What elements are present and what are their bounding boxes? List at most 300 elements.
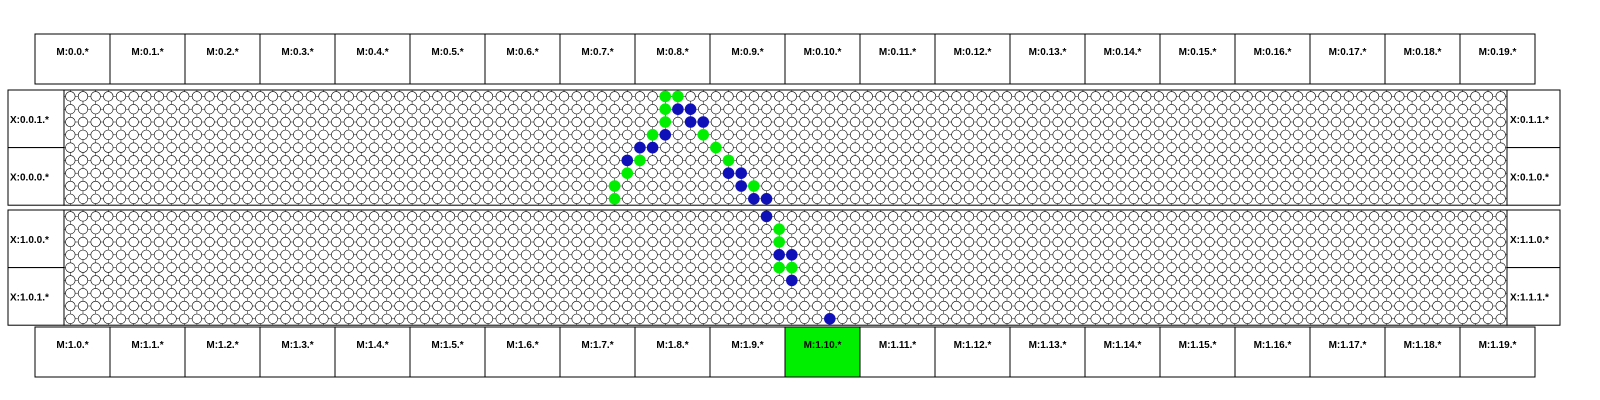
node <box>660 314 670 324</box>
active-node-green[interactable] <box>621 167 633 179</box>
node <box>939 130 949 140</box>
node <box>1015 104 1025 114</box>
top-module-cell[interactable] <box>485 34 560 84</box>
node <box>116 314 126 324</box>
node <box>66 92 76 102</box>
node <box>1116 181 1126 191</box>
bottom-module-cell[interactable] <box>410 327 485 377</box>
top-module-cell[interactable] <box>410 34 485 84</box>
node <box>1255 237 1265 247</box>
node <box>724 301 734 311</box>
node <box>863 181 873 191</box>
active-node-blue[interactable] <box>659 129 671 141</box>
node <box>1407 194 1417 204</box>
node <box>1154 212 1164 222</box>
node <box>914 104 924 114</box>
node <box>1002 314 1012 324</box>
active-node-blue[interactable] <box>685 116 697 128</box>
node <box>559 143 569 153</box>
node <box>850 276 860 286</box>
node <box>812 288 822 298</box>
top-module-cell[interactable] <box>1310 34 1385 84</box>
node <box>1167 92 1177 102</box>
active-node-green[interactable] <box>773 236 785 248</box>
bottom-module-cell[interactable] <box>560 327 635 377</box>
node <box>293 143 303 153</box>
node <box>1217 301 1227 311</box>
top-module-cell[interactable] <box>785 34 860 84</box>
node <box>749 250 759 260</box>
node <box>1116 194 1126 204</box>
node <box>1344 263 1354 273</box>
node <box>939 288 949 298</box>
node <box>1382 263 1392 273</box>
active-node-blue[interactable] <box>697 116 709 128</box>
node <box>736 130 746 140</box>
node <box>1103 224 1113 234</box>
node <box>1268 301 1278 311</box>
node <box>1319 314 1329 324</box>
node <box>1179 130 1189 140</box>
node <box>1471 194 1481 204</box>
node <box>1369 117 1379 127</box>
node <box>787 224 797 234</box>
node <box>1433 117 1443 127</box>
node <box>1217 237 1227 247</box>
node <box>205 156 215 166</box>
node <box>977 130 987 140</box>
node <box>1040 263 1050 273</box>
top-module-cell[interactable] <box>1385 34 1460 84</box>
node <box>1129 288 1139 298</box>
node <box>1230 237 1240 247</box>
node <box>66 143 76 153</box>
bottom-module-cell[interactable] <box>1310 327 1385 377</box>
node <box>369 212 379 222</box>
node <box>787 143 797 153</box>
node <box>952 263 962 273</box>
node <box>1319 168 1329 178</box>
node <box>990 276 1000 286</box>
node <box>876 288 886 298</box>
node <box>977 212 987 222</box>
node <box>357 194 367 204</box>
active-node-green[interactable] <box>647 129 659 141</box>
node <box>420 314 430 324</box>
node <box>91 181 101 191</box>
active-node-blue[interactable] <box>647 142 659 154</box>
node <box>585 194 595 204</box>
node <box>154 224 164 234</box>
node <box>369 117 379 127</box>
node <box>471 237 481 247</box>
top-module-cell[interactable] <box>1160 34 1235 84</box>
active-node-blue[interactable] <box>824 313 836 325</box>
node <box>1420 168 1430 178</box>
node <box>1483 212 1493 222</box>
right-side-label: X:1.1.0.* <box>1510 234 1549 246</box>
node <box>116 237 126 247</box>
node <box>420 117 430 127</box>
bottom-module-cell[interactable] <box>1460 327 1535 377</box>
node <box>1433 104 1443 114</box>
node <box>724 117 734 127</box>
bottom-module-cell[interactable] <box>260 327 335 377</box>
node <box>1458 168 1468 178</box>
node <box>711 237 721 247</box>
node <box>458 314 468 324</box>
node <box>167 104 177 114</box>
node <box>433 237 443 247</box>
top-module-cell[interactable] <box>1085 34 1160 84</box>
node <box>281 301 291 311</box>
node <box>1420 237 1430 247</box>
node <box>192 181 202 191</box>
node <box>1192 314 1202 324</box>
node <box>673 276 683 286</box>
node <box>1331 181 1341 191</box>
active-node-green[interactable] <box>697 129 709 141</box>
node <box>293 314 303 324</box>
top-module-cell[interactable] <box>935 34 1010 84</box>
node <box>1357 301 1367 311</box>
node <box>154 263 164 273</box>
top-module-cell[interactable] <box>635 34 710 84</box>
node <box>1433 168 1443 178</box>
top-module-cell[interactable] <box>1460 34 1535 84</box>
node <box>1078 224 1088 234</box>
node <box>420 237 430 247</box>
top-module-cell[interactable] <box>860 34 935 84</box>
node <box>243 181 253 191</box>
bottom-module-cell[interactable] <box>1235 327 1310 377</box>
node <box>1293 263 1303 273</box>
node <box>876 212 886 222</box>
node <box>357 276 367 286</box>
node <box>1091 117 1101 127</box>
left-side-label: X:0.0.0.* <box>10 172 49 184</box>
node <box>66 263 76 273</box>
node <box>622 194 632 204</box>
node <box>1154 276 1164 286</box>
node <box>1319 276 1329 286</box>
node <box>141 250 151 260</box>
node <box>838 237 848 247</box>
node <box>711 224 721 234</box>
active-node-blue[interactable] <box>761 211 773 223</box>
left-side-cell <box>8 268 64 326</box>
node <box>1344 301 1354 311</box>
active-node-blue[interactable] <box>634 142 646 154</box>
bottom-module-cell[interactable] <box>1160 327 1235 377</box>
node <box>471 288 481 298</box>
active-node-blue[interactable] <box>735 167 747 179</box>
node <box>572 156 582 166</box>
top-module-label: M:0.4.* <box>356 47 389 58</box>
node <box>1458 143 1468 153</box>
active-node-green[interactable] <box>773 262 785 274</box>
top-module-cell[interactable] <box>1235 34 1310 84</box>
node <box>673 263 683 273</box>
node <box>1281 288 1291 298</box>
node <box>509 237 519 247</box>
node <box>306 156 316 166</box>
active-node-green[interactable] <box>710 142 722 154</box>
active-node-blue[interactable] <box>735 180 747 192</box>
bottom-module-cell[interactable] <box>485 327 560 377</box>
node <box>686 276 696 286</box>
node <box>952 156 962 166</box>
active-node-green[interactable] <box>609 193 621 205</box>
node <box>1281 156 1291 166</box>
active-node-blue[interactable] <box>786 249 798 261</box>
node <box>698 212 708 222</box>
node <box>281 288 291 298</box>
active-node-blue[interactable] <box>761 193 773 205</box>
node <box>926 301 936 311</box>
node <box>964 212 974 222</box>
node <box>420 250 430 260</box>
node <box>648 250 658 260</box>
active-node-blue[interactable] <box>685 103 697 115</box>
node <box>698 263 708 273</box>
node <box>141 263 151 273</box>
node <box>243 143 253 153</box>
top-module-label: M:0.16.* <box>1253 47 1292 58</box>
top-module-cell[interactable] <box>1010 34 1085 84</box>
node <box>230 301 240 311</box>
node <box>433 130 443 140</box>
top-module-cell[interactable] <box>185 34 260 84</box>
node <box>762 263 772 273</box>
node <box>1471 224 1481 234</box>
bottom-module-cell[interactable] <box>110 327 185 377</box>
top-module-label: M:0.19.* <box>1478 47 1517 58</box>
node <box>926 104 936 114</box>
node <box>1420 263 1430 273</box>
top-module-cell[interactable] <box>335 34 410 84</box>
node <box>838 143 848 153</box>
node-grid-bands <box>64 90 1507 325</box>
active-node-blue[interactable] <box>723 167 735 179</box>
node <box>1395 263 1405 273</box>
active-node-green[interactable] <box>723 155 735 167</box>
node <box>1154 130 1164 140</box>
top-module-cell[interactable] <box>35 34 110 84</box>
node <box>471 276 481 286</box>
node <box>179 288 189 298</box>
node <box>724 250 734 260</box>
node <box>787 212 797 222</box>
node <box>1433 212 1443 222</box>
active-node-green[interactable] <box>609 180 621 192</box>
node <box>1192 104 1202 114</box>
node <box>1407 237 1417 247</box>
node <box>230 143 240 153</box>
node <box>1281 224 1291 234</box>
bottom-module-cell[interactable] <box>35 327 110 377</box>
node <box>1141 181 1151 191</box>
node <box>1141 156 1151 166</box>
bottom-module-cell[interactable] <box>335 327 410 377</box>
node <box>610 117 620 127</box>
bottom-module-cell[interactable] <box>1085 327 1160 377</box>
active-node-blue[interactable] <box>773 249 785 261</box>
top-module-label: M:0.2.* <box>206 47 239 58</box>
node <box>78 288 88 298</box>
node <box>1028 104 1038 114</box>
node <box>964 181 974 191</box>
active-node-green[interactable] <box>659 91 671 103</box>
node <box>433 314 443 324</box>
top-module-cell[interactable] <box>560 34 635 84</box>
node <box>1066 288 1076 298</box>
node <box>1319 117 1329 127</box>
bottom-module-cell[interactable] <box>185 327 260 377</box>
node <box>1458 263 1468 273</box>
bottom-module-cell[interactable] <box>710 327 785 377</box>
node <box>1281 194 1291 204</box>
node <box>521 130 531 140</box>
node <box>1268 194 1278 204</box>
bottom-module-cell[interactable] <box>860 327 935 377</box>
node <box>1141 143 1151 153</box>
node <box>1293 92 1303 102</box>
node <box>1053 212 1063 222</box>
node <box>800 156 810 166</box>
node <box>1015 92 1025 102</box>
node <box>1458 276 1468 286</box>
top-module-cell[interactable] <box>110 34 185 84</box>
node <box>420 156 430 166</box>
node <box>939 212 949 222</box>
node <box>1091 263 1101 273</box>
node <box>116 130 126 140</box>
node <box>1281 301 1291 311</box>
node <box>382 263 392 273</box>
node <box>1255 224 1265 234</box>
node <box>433 117 443 127</box>
node <box>622 117 632 127</box>
node <box>433 194 443 204</box>
node <box>1103 288 1113 298</box>
left-side-cell <box>8 210 64 268</box>
active-node-green[interactable] <box>659 116 671 128</box>
node <box>1496 194 1506 204</box>
node <box>331 263 341 273</box>
node <box>1129 224 1139 234</box>
node <box>192 237 202 247</box>
node <box>1293 104 1303 114</box>
top-module-cell[interactable] <box>710 34 785 84</box>
node <box>1141 130 1151 140</box>
node <box>496 143 506 153</box>
node <box>1141 117 1151 127</box>
node <box>1179 263 1189 273</box>
active-node-green[interactable] <box>786 262 798 274</box>
node <box>1179 314 1189 324</box>
node <box>1483 130 1493 140</box>
node <box>800 314 810 324</box>
node <box>736 276 746 286</box>
active-node-green[interactable] <box>659 103 671 115</box>
bottom-module-cell[interactable] <box>635 327 710 377</box>
top-module-label: M:0.12.* <box>953 47 992 58</box>
node <box>863 276 873 286</box>
node <box>357 224 367 234</box>
node <box>78 301 88 311</box>
node <box>319 156 329 166</box>
node <box>559 276 569 286</box>
node <box>762 224 772 234</box>
node <box>78 224 88 234</box>
active-node-green[interactable] <box>748 180 760 192</box>
node <box>1331 130 1341 140</box>
active-node-green[interactable] <box>634 155 646 167</box>
node <box>1053 117 1063 127</box>
bottom-module-cell[interactable] <box>1385 327 1460 377</box>
node <box>66 181 76 191</box>
active-node-blue[interactable] <box>672 103 684 115</box>
node <box>281 156 291 166</box>
node <box>1344 181 1354 191</box>
node <box>357 288 367 298</box>
active-node-blue[interactable] <box>621 155 633 167</box>
node <box>509 288 519 298</box>
node <box>1002 117 1012 127</box>
node <box>585 130 595 140</box>
node <box>445 224 455 234</box>
node <box>914 130 924 140</box>
node <box>129 92 139 102</box>
node <box>382 143 392 153</box>
node <box>952 92 962 102</box>
node <box>1407 181 1417 191</box>
node <box>1293 117 1303 127</box>
node <box>1141 288 1151 298</box>
node <box>293 212 303 222</box>
node <box>547 194 557 204</box>
node <box>610 168 620 178</box>
bottom-module-cell[interactable] <box>935 327 1010 377</box>
node <box>648 156 658 166</box>
node <box>964 263 974 273</box>
top-module-cell[interactable] <box>260 34 335 84</box>
node <box>1040 237 1050 247</box>
active-node-green[interactable] <box>672 91 684 103</box>
node <box>914 250 924 260</box>
bottom-module-cell-highlighted[interactable] <box>785 327 860 377</box>
node <box>129 104 139 114</box>
node <box>1167 143 1177 153</box>
node <box>66 194 76 204</box>
node <box>1040 143 1050 153</box>
node <box>1255 181 1265 191</box>
active-node-blue[interactable] <box>786 275 798 287</box>
node <box>1395 194 1405 204</box>
node <box>104 104 114 114</box>
node <box>1395 288 1405 298</box>
node <box>1205 104 1215 114</box>
bottom-module-cell[interactable] <box>1010 327 1085 377</box>
node <box>230 250 240 260</box>
active-node-blue[interactable] <box>748 193 760 205</box>
right-side-cell <box>1507 268 1560 326</box>
node <box>1483 237 1493 247</box>
node <box>407 92 417 102</box>
active-node-green[interactable] <box>773 223 785 235</box>
node <box>850 314 860 324</box>
